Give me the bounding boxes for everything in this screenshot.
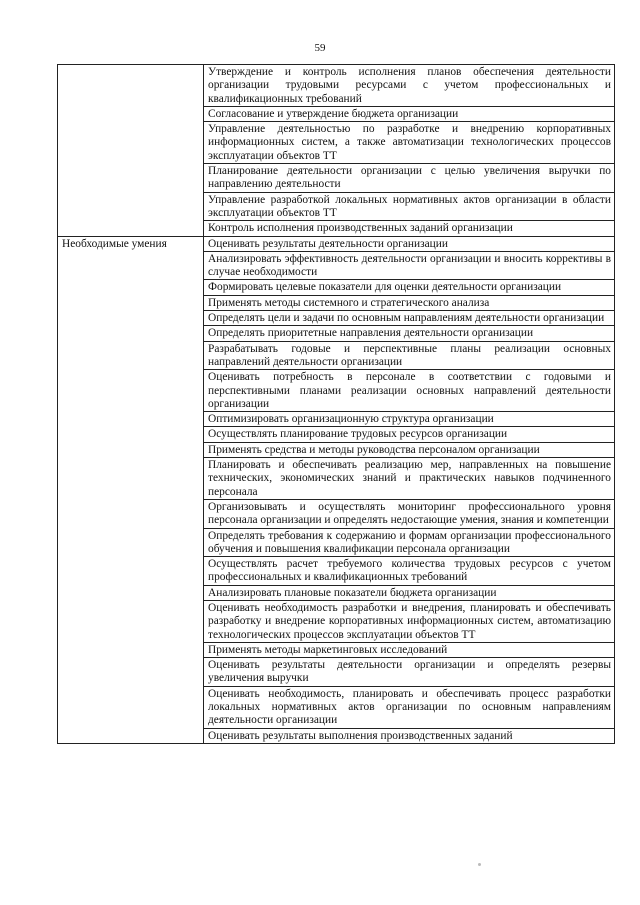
requirement-item: Управление разработкой локальных нормативных актов организации в области эксплуатации объектов ТТ	[204, 192, 615, 221]
requirement-item: Применять методы системного и стратегического анализа	[204, 295, 615, 310]
requirement-item: Оценивать необходимость разработки и внедрения, планировать и обеспечивать разработку и внедрение корпоративных информационных систем, автоматизацию технологических процессов эксплуатации объектов ТТ	[204, 600, 615, 642]
scan-dot	[478, 863, 481, 866]
requirement-item: Применять средства и методы руководства персоналом организации	[204, 442, 615, 457]
requirement-item: Управление деятельностью по разработке и внедрению корпоративных информационных систем, а также автоматизации технологических процессов эксплуатации объектов ТТ	[204, 122, 615, 164]
requirement-item: Оценивать результаты деятельности организации	[204, 236, 615, 251]
requirement-item: Применять методы маркетинговых исследований	[204, 642, 615, 657]
section-label: Необходимые умения	[58, 236, 204, 743]
requirement-item: Определять требования к содержанию и формам организации профессионального обучения и повышения квалификации персонала организации	[204, 528, 615, 557]
requirements-table	[57, 64, 615, 744]
requirement-item: Оптимизировать организационную структура организации	[204, 412, 615, 427]
requirement-item: Оценивать потребность в персонале в соответствии с годовыми и перспективными планами реализации основных направлений деятельности организации	[204, 370, 615, 412]
requirement-item: Осуществлять расчет требуемого количества трудовых ресурсов с учетом профессиональных и квалификационных требований	[204, 557, 615, 586]
table-row	[58, 65, 615, 107]
requirement-item: Контроль исполнения производственных заданий организации	[204, 221, 615, 236]
requirement-item: Согласование и утверждение бюджета организации	[204, 106, 615, 121]
requirement-item: Утверждение и контроль исполнения планов обеспечения деятельности организации трудовыми ресурсами с учетом профессиональных и квалификационных требований	[204, 65, 615, 107]
requirement-item: Планирование деятельности организации с целью увеличения выручки по направлению деятельности	[204, 164, 615, 193]
section-label	[58, 65, 204, 237]
requirement-item: Анализировать эффективность деятельности организации и вносить коррективы в случае необходимости	[204, 251, 615, 280]
requirement-item: Разрабатывать годовые и перспективные планы реализации основных направлений деятельности организации	[204, 341, 615, 370]
requirement-item: Оценивать результаты выполнения производственных заданий	[204, 728, 615, 743]
requirement-item: Осуществлять планирование трудовых ресурсов организации	[204, 427, 615, 442]
page-number: 59	[314, 42, 326, 54]
requirement-item: Формировать целевые показатели для оценки деятельности организации	[204, 280, 615, 295]
table-row	[58, 236, 615, 251]
requirement-item: Оценивать необходимость, планировать и обеспечивать процесс разработки локальных нормативных актов организации по основным направлениям деятельности организации	[204, 686, 615, 728]
requirement-item: Анализировать плановые показатели бюджета организации	[204, 585, 615, 600]
requirement-item: Планировать и обеспечивать реализацию мер, направленных на повышение технических, экономических знаний и практических навыков подчиненного персонала	[204, 458, 615, 500]
requirement-item: Организовывать и осуществлять мониторинг профессионального уровня персонала организации и определять недостающие умения, знания и компетенции	[204, 499, 615, 528]
requirement-item: Определять приоритетные направления деятельности организации	[204, 326, 615, 341]
requirement-item: Оценивать результаты деятельности организации и определять резервы увеличения выручки	[204, 658, 615, 687]
requirement-item: Определять цели и задачи по основным направлениям деятельности организации	[204, 311, 615, 326]
